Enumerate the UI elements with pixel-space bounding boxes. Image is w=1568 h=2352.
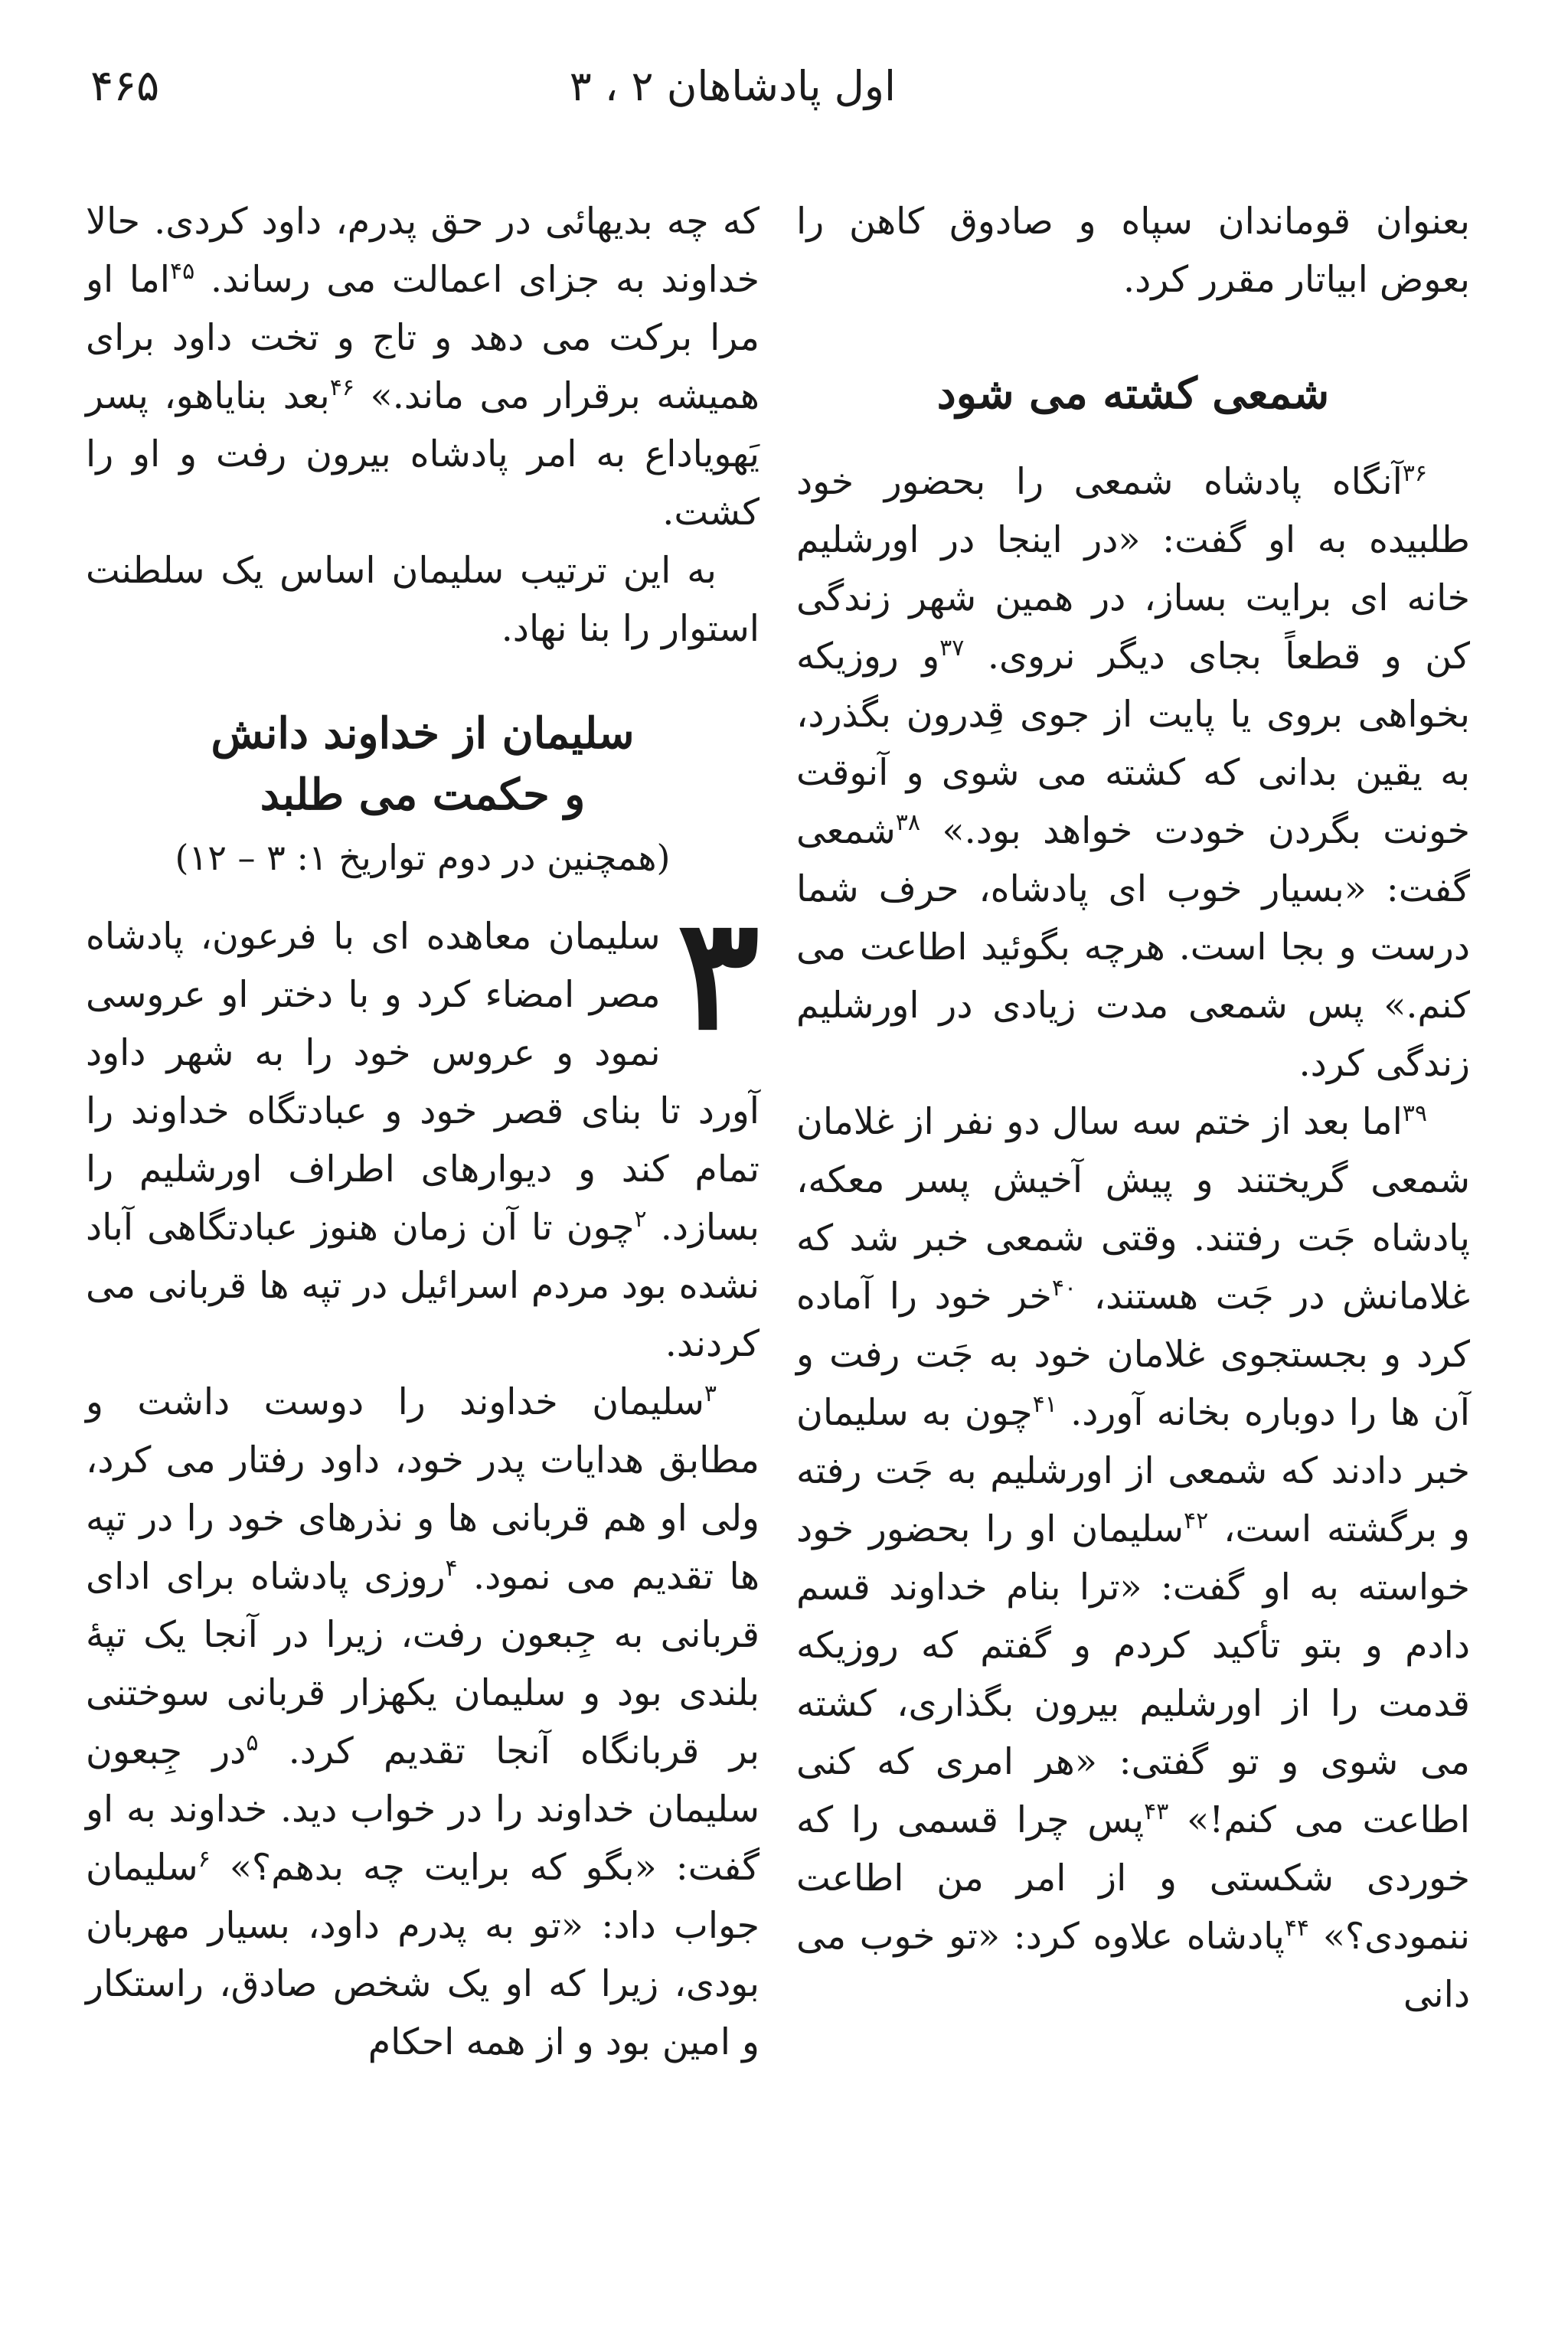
verse-text: خر خود را آماده کرد و بجستجوی غلامان خود به جَت رفت و آن ها را دوباره بخانه آورد. [796,1276,1470,1434]
verse-number: ۴۳ [1144,1798,1169,1826]
verse-text: که چه بدیهائی در حق پدرم، داود کردی. حالا خداوند به جزای اعمالت می رساند. [86,201,760,301]
section-heading: شمعی کشته می شود [936,368,1330,419]
verse-text: روزی پادشاه برای ادای قربانی به جِبعون رفت، زیرا در آنجا یک تپهٔ بلندی بود و سلیمان یکهزار قربانی سوختنی بر قربانگاه آنجا تقدیم کرد. [86,1556,760,1772]
page-number: ۴۶۵ [90,61,160,111]
verse-number: ۳۸ [895,809,921,837]
verse-text: پادشاه علاوه کرد: «تو خوب می دانی [796,1916,1470,2016]
verse-text: آنگاه پادشاه شمعی را بحضور خود طلبیده به او گفت: «در اینجا در اورشلیم خانه ای برایت بساز، در همین شهر زندگی کن و قطعاً بجای دیگر نروی. [796,461,1470,678]
paragraph [86,193,760,542]
verse-number: ۵ [246,1730,259,1757]
verse-number: ۴۰ [1051,1275,1077,1302]
paragraph [86,1374,760,2072]
verse-number: ۴۵ [170,258,195,286]
running-title: اول پادشاهان ۲ ، ۳ [569,62,896,110]
verse-number: ۴۴ [1284,1915,1310,1942]
verse-text: پس چرا قسمی را که خوردی شکستی و از امر من اطاعت ننمودی؟» [796,1799,1470,1958]
section-heading-line: و حکمت می طلبد [260,769,586,820]
verse-number: ۲ [634,1206,647,1233]
verse-number: ۳ [704,1380,717,1408]
verse-text: چون تا آن زمان هنوز عبادتگاهی آباد نشده بود مردم اسرائیل در تپه ها قربانی می کردند. [86,1207,760,1365]
verse-number: ۴۲ [1184,1508,1209,1535]
verse-text: و روزیکه بخواهی بروی یا پایت از جوی قِدرون بگذرد، به یقین بدانی که کشته می شوی و آنوقت خونت بگردن خودت خواهد بود.» [796,635,1470,852]
verse-number: ۴ [445,1555,458,1583]
verse-number: ۳۷ [939,635,965,662]
paragraph: بعنوان قوماندان سپاه و صادوق کاهن را بعوض ابیاتار مقرر کرد. [796,201,1470,301]
verse-number: ۶ [198,1846,211,1873]
running-header [90,60,1478,121]
verse-text: سلیمان معاهده ای با فرعون، پادشاه مصر امضاء کرد و با دختر او عروسی نمود و عروس خود را به شهر داود آورد تا بنای قصر خود و عبادتگاه خداوند را تمام کند و دیوارهای اطراف اورشلیم را بسازد. [86,916,760,1249]
verse-text: در جِبعون سلیمان خداوند را در خواب دید. خداوند به او گفت: «بگو که برایت چه بدهم؟» [86,1730,760,1889]
paragraph [796,453,1470,1093]
cross-reference: (همچنین در دوم تواریخ ۱: ۳ – ۱۲) [175,837,671,878]
paragraph [86,884,760,1374]
section-heading [86,703,760,825]
verse-text: سلیمان جواب داد: «تو به پدرم داود، بسیار مهربان بودی، زیرا که او یک شخص صادق، راستکار و امین بود و از همه احکام [86,1847,760,2063]
verse-text: بعد بنایاهو، پسر یَهویاداع به امر پادشاه بیرون رفت و او را کشت. [86,375,760,534]
right-column [796,193,1470,2024]
section-heading-line: سلیمان از خداوند دانش [211,708,635,759]
chapter-number: ۳ [677,884,760,1064]
verse-number: ۳۶ [1402,460,1427,488]
verse-text: سلیمان خداوند را دوست داشت و مطابق هدایات پدر خود، داود رفتار می کرد، ولی او هم قربانی ها و نذرهای خود را در تپه ها تقدیم می نمود. [86,1381,760,1598]
left-column [86,193,760,2072]
verse-number: ۴۱ [1032,1391,1057,1419]
paragraph [796,1093,1470,2024]
verse-text: اما او مرا برکت می دهد و تاج و تخت داود برای همیشه برقرار می ماند.» [86,259,760,417]
verse-text: شمعی گفت: «بسیار خوب ای پادشاه، حرف شما درست و بجا است. هرچه بگوئید اطاعت می کنم.» پس شمعی مدت زیادی در اورشلیم زندگی کرد. [796,810,1470,1085]
verse-text: سلیمان او را بحضور خود خواسته به او گفت: «ترا بنام خداوند قسم دادم و بتو تأکید کردم و گفتم که روزیکه قدمت را از اورشلیم بیرون بگذاری، کشته می شوی و تو گفتی: «هر امری که کنی اطاعت می کنم!» [796,1508,1470,1841]
paragraph: به این ترتیب سلیمان اساس یک سلطنت استوار را بنا نهاد. [86,550,760,650]
verse-text: چون به سلیمان خبر دادند که شمعی از اورشلیم به جَت رفته و برگشته است، [796,1392,1470,1550]
verse-text: اما بعد از ختم سه سال دو نفر از غلامان شمعی گریختند و پیش آخیش پسر معکه، پادشاه جَت رفتند. وقتی شمعی خبر شد که غلامانش در جَت هستند، [796,1101,1470,1318]
verse-number: ۴۶ [329,374,355,402]
verse-number: ۳۹ [1402,1100,1427,1128]
